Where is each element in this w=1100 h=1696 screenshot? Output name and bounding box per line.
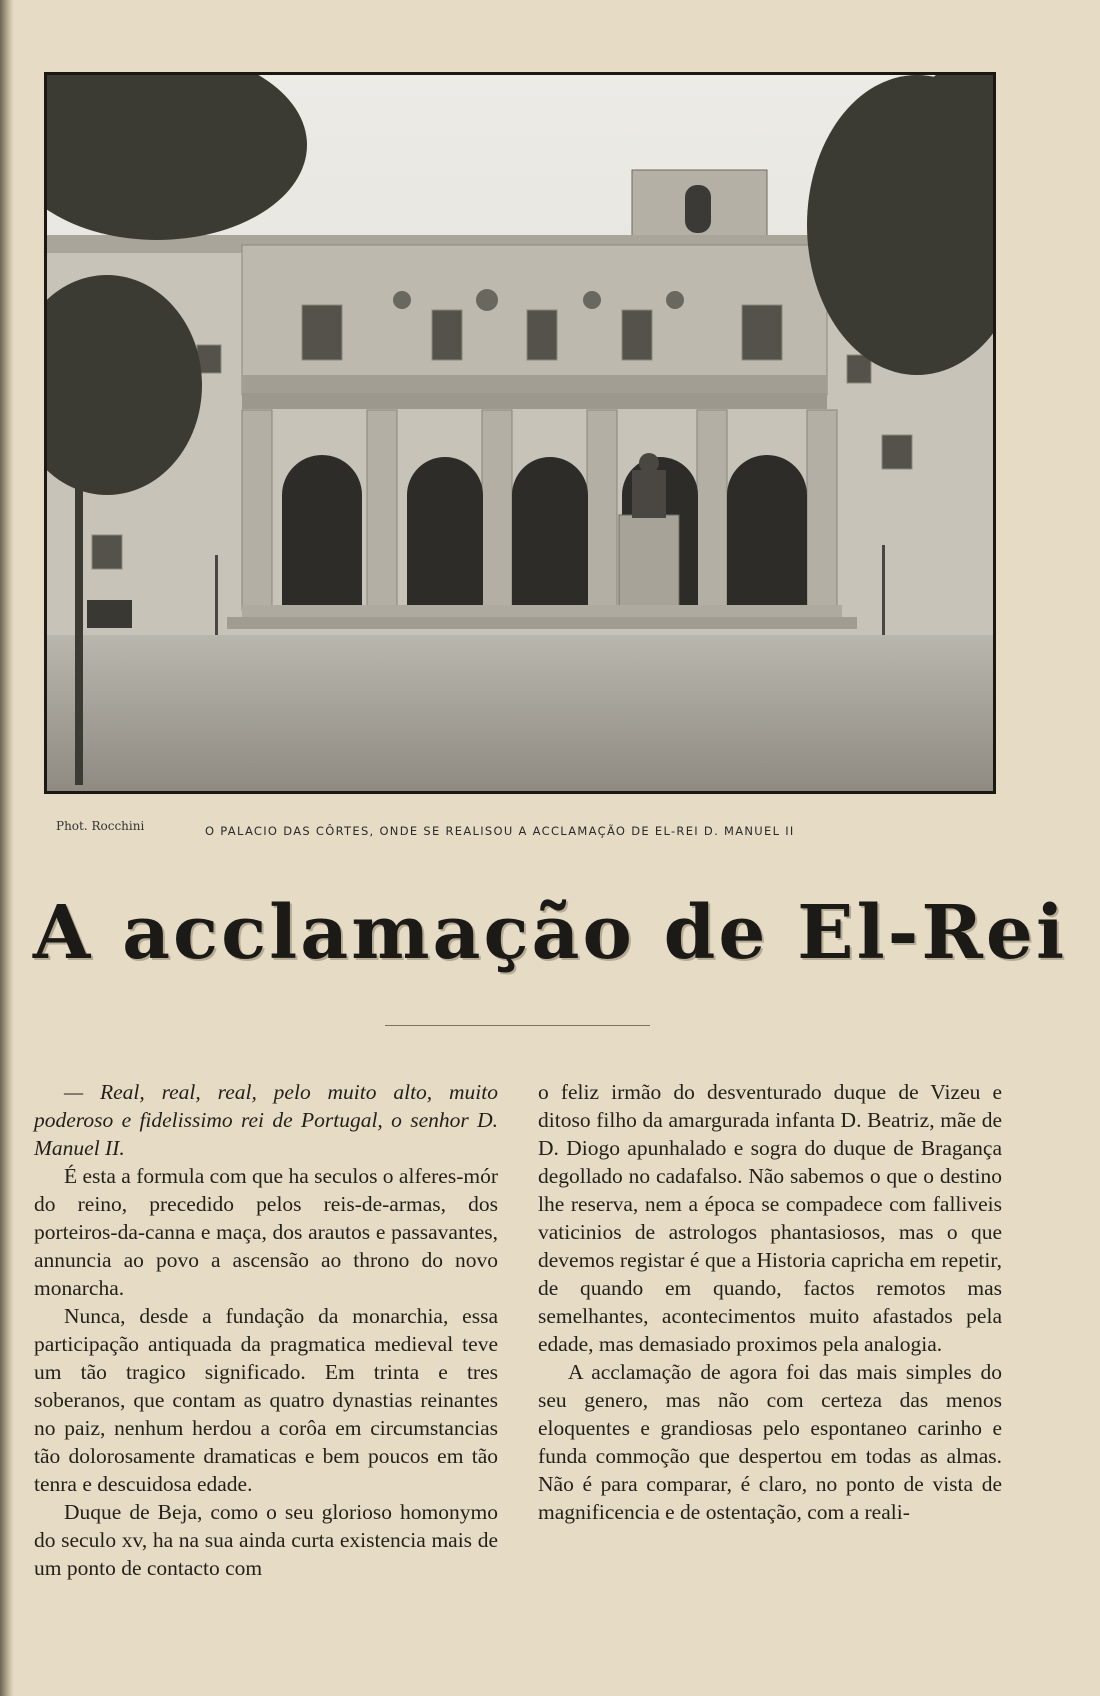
article-paragraph: — Real, real, real, pelo muito alto, muito poderoso e fidelissimo rei de Portugal, o senhor D. Manuel II. xyxy=(34,1080,498,1160)
article-paragraph: Nunca, desde a fundação da monarchia, essa participação antiquada da pragmatica medieval teve um tão tragico significado. Em trinta e tres soberanos, que contam as quatro dynastias reinantes no paiz, nenhum herdou a corôa em circumstancias tão dolorosamente dramaticas e bem poucos em tão tenra e descuidosa edade. xyxy=(34,1304,498,1496)
article-title: A acclamação de El-Rei xyxy=(32,890,1068,976)
title-divider xyxy=(385,1025,650,1026)
photo-caption: O PALACIO DAS CÔRTES, ONDE SE REALISOU A ACCLAMAÇÃO DE EL-REI D. MANUEL II xyxy=(205,824,795,838)
page-edge-shadow xyxy=(0,0,14,1696)
article-column-right xyxy=(538,1078,1002,1526)
article-column-left xyxy=(34,1078,498,1582)
photo-credit: Phot. Rocchini xyxy=(56,819,145,833)
palace-photograph xyxy=(44,72,996,794)
article-paragraph: Duque de Beja, como o seu glorioso homonymo do seculo xv, ha na sua ainda curta existencia mais de um ponto de contacto com xyxy=(34,1500,498,1580)
palace-illustration xyxy=(47,75,993,791)
article-paragraph: o feliz irmão do desventurado duque de Vizeu e ditoso filho da amargurada infanta D. Beatriz, mãe de D. Diogo apunhalado e sogra do duque de Bragança degollado no cadafalso. Não sabemos o que o destino lhe reserva, nem a época se compadece com falliveis vaticinios de astrologos phantasiosos, mas o que devemos registar é que a Historia capricha em repetir, de quando em quando, factos remotos mas semelhantes, acontecimentos muito afastados pela edade, mas demasiado proximos pela analogia. xyxy=(538,1080,1002,1356)
article-paragraph: A acclamação de agora foi das mais simples do seu genero, mas não com certeza das menos eloquentes e grandiosas pelo espontaneo carinho e funda commoção que despertou em todas as almas. Não é para comparar, é claro, no ponto de vista de magnificencia e de ostentação, com a reali- xyxy=(538,1360,1002,1524)
article-paragraph: É esta a formula com que ha seculos o alferes-mór do reino, precedido pelos reis-de-armas, dos porteiros-da-canna e maça, dos arautos e passavantes, annuncia ao povo a ascensão ao throno do novo monarcha. xyxy=(34,1164,499,1300)
